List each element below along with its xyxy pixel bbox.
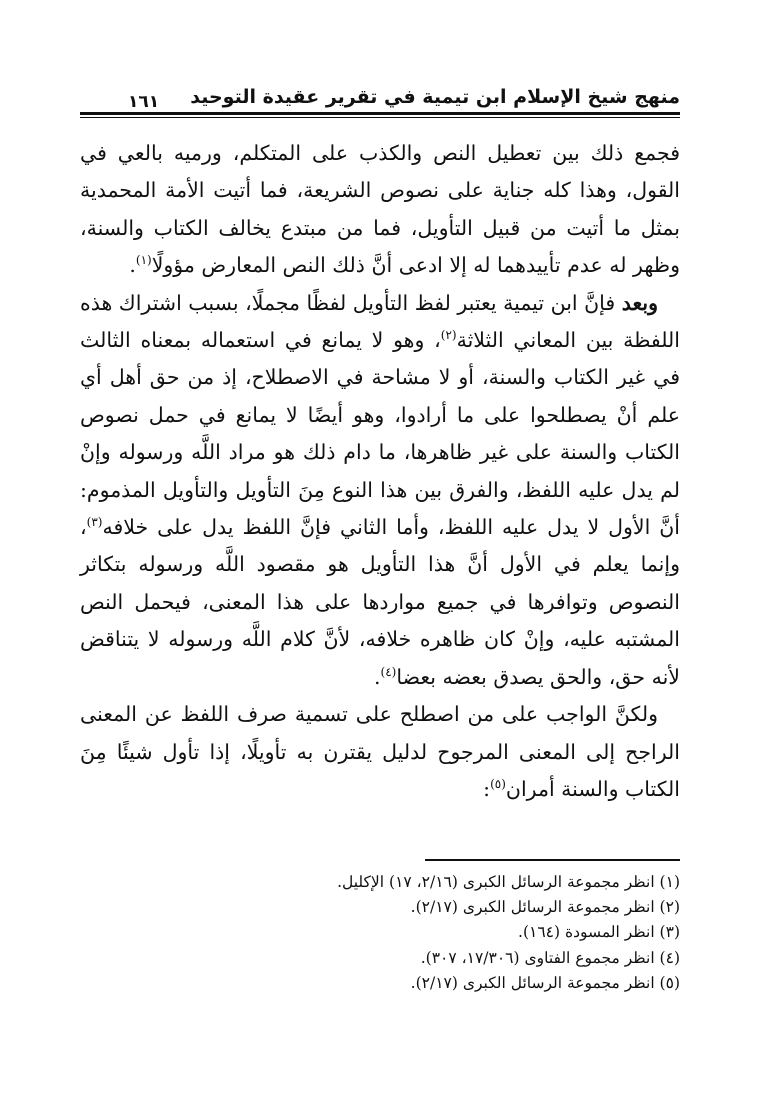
header-rule-top xyxy=(80,112,680,115)
paragraph-3: ولكنَّ الواجب على من اصطلح على تسمية صرف اللفظ عن المعنى الراجح إلى المعنى المرجوح لدليل يقترن به تأويلًا، إذا تأول شيئًا مِنَ الكتاب والسنة أمران$^{(٥)}$: xyxy=(80,702,680,801)
footnote-3: (٣) انظر المسودة (١٦٤). xyxy=(518,923,680,942)
footnote-ref-3[interactable]: (٣) xyxy=(86,515,103,530)
footnote-5: (٥) انظر مجموعة الرسائل الكبرى (٢/١٧). xyxy=(410,973,680,992)
footnote-ref-2[interactable]: (٢) xyxy=(440,328,457,343)
footnotes xyxy=(80,870,680,996)
paragraph-2: وبعد فإنَّ ابن تيمية يعتبر لفظ التأويل لفظًا مجملًا، بسبب اشتراك هذه اللفظة بين المعاني الثلاثة$^{(٢)}$، وهو لا يمانع في استعماله بمعناه الثالث في غير الكتاب والسنة، أو لا مشاحة في الاصطلاح، إذ من حق أهل أي علم أنْ يصطلحوا على ما أرادوا، وهو أيضًا لا يمانع في حمل نصوص الكتاب والسنة على غير ظاهرها، ما دام ذلك هو مراد اللَّه ورسوله وإنْ لم يدل عليه اللفظ، والفرق بين هذا النوع مِنَ التأويل والتأويل المذموم: أنَّ الأول لا يدل عليه اللفظ، وأما الثاني فإنَّ اللفظ يدل على خلافه$^{(٣)}$، وإنما يعلم في الأول أنَّ هذا التأويل هو مقصود اللَّه ورسوله بتكاثر النصوص وتوافرها في جميع مواردها على هذا المعنى، فيحمل النص المشتبه عليه، وإنْ كان ظاهره خلافه، لأنَّ كلام اللَّه ورسوله لا يتناقض لأنه حق، والحق يصدق بعضه بعضا$^{(٤)}$. xyxy=(79,290,681,689)
main-text xyxy=(80,135,680,808)
footnote-separator xyxy=(425,859,680,861)
book-title: منهج شيخ الإسلام ابن تيمية في تقرير عقيدة التوحيد xyxy=(190,86,680,108)
footnote-1: (١) انظر مجموعة الرسائل الكبرى (٢/١٦، ١٧) الإكليل. xyxy=(337,873,680,891)
footnote-ref-1[interactable]: (١) xyxy=(135,253,152,268)
header-rule-bottom xyxy=(80,117,680,118)
page-number: ١٦١ xyxy=(128,92,160,112)
page-header xyxy=(80,80,680,120)
footnote-ref-4[interactable]: (٤) xyxy=(380,664,397,679)
paragraph-1: فجمع ذلك بين تعطيل النص والكذب على المتكلم، ورميه بالعي في القول، وهذا كله جناية على نصوص الشريعة، فما أتيت الأمة المحمدية بمثل ما أتيت من قبيل التأويل، فما من مبتدع يخالف الكتاب والسنة، وظهر له عدم تأييدهما له إلا ادعى أنَّ ذلك النص المعارض مؤولًا$^{(١)}$. xyxy=(80,141,680,278)
lead-word: وبعد xyxy=(621,290,658,315)
footnote-2: (٢) انظر مجموعة الرسائل الكبرى (٢/١٧). xyxy=(410,898,680,917)
footnote-ref-5[interactable]: (٥) xyxy=(490,776,506,791)
footnote-4: (٤) انظر مجموع الفتاوى (١٧/٣٠٦، ٣٠٧). xyxy=(420,948,680,967)
